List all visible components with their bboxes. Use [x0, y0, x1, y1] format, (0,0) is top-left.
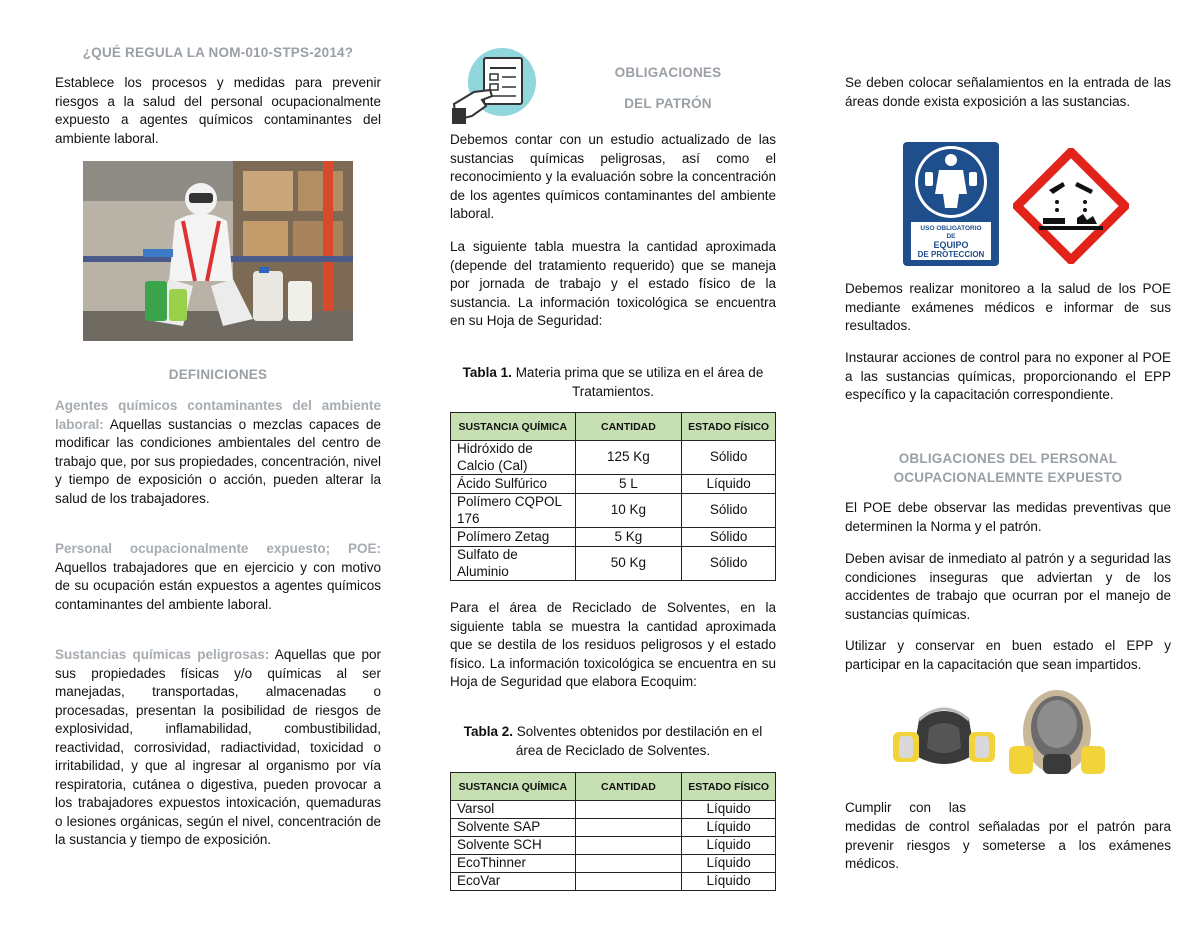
definition-term: Sustancias químicas peligrosas:: [55, 647, 270, 662]
intro-paragraph: Establece los procesos y medidas para prevenir riesgos a la salud del personal ocupacionalmente expuesto a agentes químicos contaminantes del ambiente laboral.: [55, 75, 381, 146]
sign-text-line-2: DE: [946, 233, 956, 240]
sign-text-line-3: EQUIPO: [933, 240, 969, 250]
cell-estado: Líquido: [682, 801, 776, 819]
cell-estado: Líquido: [682, 819, 776, 837]
header-sustancia: SUSTANCIA QUÍMICA: [451, 773, 576, 801]
patron-paragraph-1: Debemos contar con un estudio actualizado de las sustancias químicas peligrosas, así como el reconocimiento y la evaluación sobre la concentración de los agentes químicos contaminantes del ambiente laboral.: [450, 132, 776, 221]
cell-sustancia: Solvente SCH: [451, 837, 576, 855]
cell-cantidad: [575, 819, 682, 837]
cell-cantidad: 125 Kg: [575, 441, 682, 475]
control-paragraph: Instaurar acciones de control para no exponer al POE a las sustancias químicas, proporcionando el EPP específico y la capacitación correspondiente.: [845, 350, 1171, 402]
table-row: [451, 528, 776, 547]
poe-paragraph-2: Deben avisar de inmediato al patrón y a seguridad las condiciones inseguras que adviertan y de los accidentes de trabajo que ocurran por el manejo de sustancias químicas.: [845, 551, 1171, 622]
definitions-title: DEFINICIONES: [168, 367, 268, 382]
document-hand-icon: [452, 46, 540, 126]
table-row: [451, 819, 776, 837]
poe-paragraph-3: Utilizar y conservar en buen estado el EPP y participar en la capacitación que sean impartidos.: [845, 638, 1171, 672]
cell-estado: Líquido: [682, 475, 776, 494]
table-header-row: [451, 413, 776, 441]
table-row: [451, 855, 776, 873]
header-cantidad: CANTIDAD: [575, 413, 682, 441]
patron-paragraph-2: La siguiente tabla muestra la cantidad aproximada (depende del tratamiento requerido) que se maneja por jornada de trabajo y el estado físico de la sustancia. La información toxicológica se encuentra en su Hoja de Seguridad:: [450, 239, 776, 328]
cell-estado: Sólido: [682, 441, 776, 475]
cell-cantidad: 50 Kg: [575, 547, 682, 581]
sign-text-line-4: DE PROTECCION: [917, 250, 985, 259]
obligaciones-personal-title-2: OCUPACIONALEMNTE EXPUESTO: [893, 470, 1123, 485]
definition-term: Personal ocupacionalmente expuesto; POE:: [55, 541, 381, 556]
definition-term: Agentes químicos contaminantes del ambiente laboral:: [55, 398, 381, 432]
header-estado: ESTADO FÍSICO: [682, 773, 776, 801]
obligaciones-patron-title-2: DEL PATRÓN: [624, 96, 712, 111]
patron-paragraph-3: Para el área de Reciclado de Solventes, en la siguiente tabla se muestra la cantidad aproximada que se destila de los residuos peligrosos y el estado físico. La información toxicológica se encuentra en su Hoja de Seguridad que elabora Ecoquim:: [450, 600, 776, 689]
comply-paragraph: medidas de control señaladas por el patrón para prevenir riesgos y someterse a los exámenes médicos.: [845, 819, 1171, 871]
cell-cantidad: 10 Kg: [575, 494, 682, 528]
comply-paragraph-start: Cumplir con las: [845, 800, 967, 815]
cell-cantidad: [575, 873, 682, 891]
definition-sustancias: [55, 646, 381, 850]
full-face-respirator-icon: [1003, 688, 1111, 788]
definition-text: Aquellos trabajadores que en ejercicio y con motivo de su ocupación están expuestos a agentes químicos contaminantes del ambiente laboral.: [55, 559, 381, 612]
table-2: [450, 772, 776, 891]
header-sustancia: SUSTANCIA QUÍMICA: [451, 413, 576, 441]
cell-estado: Líquido: [682, 837, 776, 855]
table-row: [451, 547, 776, 581]
cell-sustancia: Sulfato de Aluminio: [451, 547, 576, 581]
header-estado: ESTADO FÍSICO: [682, 413, 776, 441]
cell-estado: Sólido: [682, 547, 776, 581]
table1-label: Tabla 1.: [462, 365, 512, 380]
cell-sustancia: Ácido Sulfúrico: [451, 475, 576, 494]
cell-sustancia: EcoThinner: [451, 855, 576, 873]
cell-sustancia: Hidróxido de Calcio (Cal): [451, 441, 576, 475]
table1-caption: [450, 364, 776, 401]
cell-sustancia: Solvente SAP: [451, 819, 576, 837]
definition-text: Aquellas sustancias o mezclas capaces de modificar las condiciones ambientales del centro de trabajo que, por sus propiedades, concentración, nivel y tiempo de exposición o acción, pueden alterar la salud de los trabajadores.: [55, 416, 381, 506]
cell-sustancia: Varsol: [451, 801, 576, 819]
monitoring-paragraph: Debemos realizar monitoreo a la salud de los POE mediante exámenes médicos e informar de sus resultados.: [845, 281, 1171, 333]
table-row: [451, 494, 776, 528]
table2-caption-text: Solventes obtenidos por destilación en el área de Reciclado de Solventes.: [513, 724, 763, 758]
poe-paragraph-1: El POE debe observar las medidas preventivas que determinen la Norma y el patrón.: [845, 500, 1171, 534]
table-row: [451, 801, 776, 819]
table-row: [451, 475, 776, 494]
cell-cantidad: 5 Kg: [575, 528, 682, 547]
table-row: [451, 873, 776, 891]
corrosive-hazard-icon: [1013, 148, 1129, 264]
table1-caption-text: Materia prima que se utiliza en el área de Tratamientos.: [511, 365, 764, 399]
worker-photo: [83, 161, 353, 341]
cell-cantidad: [575, 855, 682, 873]
half-mask-respirator-icon: [889, 702, 999, 782]
cell-estado: Líquido: [682, 873, 776, 891]
table-row: [451, 837, 776, 855]
cell-sustancia: Polímero CQPOL 176: [451, 494, 576, 528]
definition-text: Aquellas que por sus propiedades físicas y/o químicas al ser manejadas, transportadas, almacenadas o procesadas, presentan la posibilidad de riesgos de explosividad, inflamabilidad, combustibilidad, reactividad, corrosividad, radiactividad, toxicidad o irritabilidad, y que al ingresar al organismo por vía respiratoria, cutánea o digestiva, pueden provocar a los trabajadores expuestos intoxicación, quemaduras o lesiones orgánicas, según el nivel, concentración de la sustancia y tiempo de exposición.: [55, 647, 381, 847]
cell-cantidad: [575, 837, 682, 855]
definition-poe: [55, 540, 381, 614]
cell-estado: Sólido: [682, 494, 776, 528]
section-heading-nom: ¿QUÉ REGULA LA NOM-010-STPS-2014?: [82, 45, 354, 60]
cell-cantidad: 5 L: [575, 475, 682, 494]
signage-paragraph: Se deben colocar señalamientos en la entrada de las áreas donde exista exposición a las sustancias.: [845, 75, 1171, 109]
obligaciones-patron-title-1: OBLIGACIONES: [614, 65, 722, 80]
table2-label: Tabla 2.: [463, 724, 514, 739]
table-header-row: [451, 773, 776, 801]
cell-sustancia: Polímero Zetag: [451, 528, 576, 547]
sign-text-line-1: USO OBLIGATORIO: [920, 225, 982, 232]
header-cantidad: CANTIDAD: [575, 773, 682, 801]
ppe-mandatory-sign-icon: [903, 142, 999, 266]
cell-cantidad: [575, 801, 682, 819]
obligaciones-personal-title-1: OBLIGACIONES DEL PERSONAL: [898, 451, 1118, 466]
table-row: [451, 441, 776, 475]
cell-sustancia: EcoVar: [451, 873, 576, 891]
table2-caption: [450, 723, 776, 760]
table-1: [450, 412, 776, 581]
cell-estado: Líquido: [682, 855, 776, 873]
cell-estado: Sólido: [682, 528, 776, 547]
definition-agentes: [55, 397, 381, 508]
